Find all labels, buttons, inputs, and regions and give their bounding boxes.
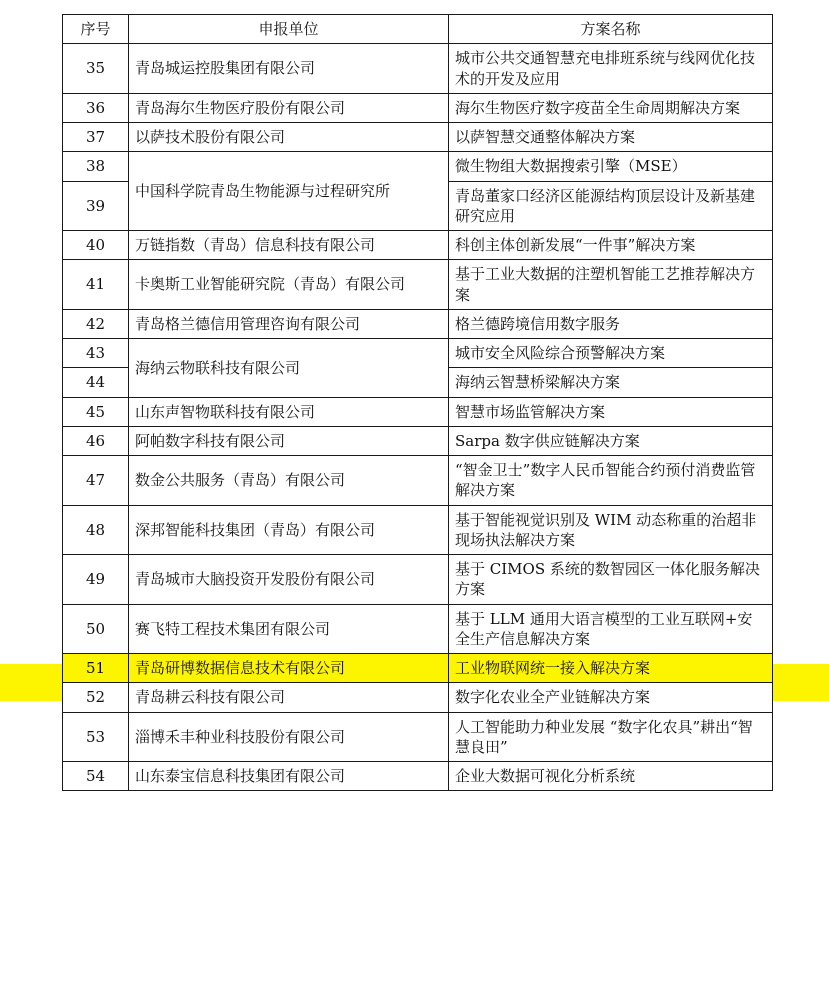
table-row [63, 654, 773, 683]
row-plan-name: 企业大数据可视化分析系统 [449, 762, 773, 791]
document-page [0, 14, 829, 999]
table-row [63, 339, 773, 368]
row-plan-name: 海纳云智慧桥梁解决方案 [449, 368, 773, 397]
row-plan-name: 青岛董家口经济区能源结构顶层设计及新基建研究应用 [449, 181, 773, 231]
row-plan-name: 科创主体创新发展“一件事”解决方案 [449, 231, 773, 260]
row-organization: 万链指数（青岛）信息科技有限公司 [129, 231, 449, 260]
row-index: 39 [63, 181, 129, 231]
row-plan-name: 智慧市场监管解决方案 [449, 397, 773, 426]
row-organization: 青岛海尔生物医疗股份有限公司 [129, 93, 449, 122]
row-organization: 数金公共服务（青岛）有限公司 [129, 456, 449, 506]
row-index: 45 [63, 397, 129, 426]
table-header-row [63, 15, 773, 44]
column-header-plan: 方案名称 [449, 15, 773, 44]
table-row [63, 604, 773, 654]
row-index: 35 [63, 44, 129, 94]
table-row [63, 93, 773, 122]
row-plan-name: “智金卫士”数字人民币智能合约预付消费监管解决方案 [449, 456, 773, 506]
column-header-org: 申报单位 [129, 15, 449, 44]
row-index: 43 [63, 339, 129, 368]
column-header-index: 序号 [63, 15, 129, 44]
table-row [63, 309, 773, 338]
row-index: 46 [63, 426, 129, 455]
table-row [63, 683, 773, 712]
row-organization: 以萨技术股份有限公司 [129, 123, 449, 152]
row-index: 52 [63, 683, 129, 712]
row-organization: 阿帕数字科技有限公司 [129, 426, 449, 455]
table-row [63, 44, 773, 94]
row-organization: 深邦智能科技集团（青岛）有限公司 [129, 505, 449, 555]
row-organization: 卡奥斯工业智能研究院（青岛）有限公司 [129, 260, 449, 310]
row-organization: 青岛格兰德信用管理咨询有限公司 [129, 309, 449, 338]
row-index: 53 [63, 712, 129, 762]
row-organization: 山东泰宝信息科技集团有限公司 [129, 762, 449, 791]
declaration-table [62, 14, 773, 791]
row-index: 44 [63, 368, 129, 397]
table-row [63, 152, 773, 181]
row-index: 49 [63, 555, 129, 605]
row-plan-name: 格兰德跨境信用数字服务 [449, 309, 773, 338]
row-index: 36 [63, 93, 129, 122]
row-plan-name: 工业物联网统一接入解决方案 [449, 654, 773, 683]
row-index: 37 [63, 123, 129, 152]
table-row [63, 712, 773, 762]
table-row [63, 555, 773, 605]
table-row [63, 231, 773, 260]
row-organization: 淄博禾丰种业科技股份有限公司 [129, 712, 449, 762]
row-index: 51 [63, 654, 129, 683]
row-index: 47 [63, 456, 129, 506]
row-plan-name: 基于智能视觉识别及 WIM 动态称重的治超非现场执法解决方案 [449, 505, 773, 555]
row-index: 40 [63, 231, 129, 260]
row-plan-name: 基于 CIMOS 系统的数智园区一体化服务解决方案 [449, 555, 773, 605]
row-index: 50 [63, 604, 129, 654]
table-body [63, 44, 773, 791]
table-row [63, 505, 773, 555]
row-plan-name: 城市公共交通智慧充电排班系统与线网优化技术的开发及应用 [449, 44, 773, 94]
row-plan-name: 城市安全风险综合预警解决方案 [449, 339, 773, 368]
row-organization: 青岛研博数据信息技术有限公司 [129, 654, 449, 683]
row-plan-name: 海尔生物医疗数字疫苗全生命周期解决方案 [449, 93, 773, 122]
row-organization: 青岛城市大脑投资开发股份有限公司 [129, 555, 449, 605]
table-row [63, 762, 773, 791]
row-index: 54 [63, 762, 129, 791]
row-organization: 青岛城运控股集团有限公司 [129, 44, 449, 94]
row-plan-name: 人工智能助力种业发展 “数字化农具”耕出“智慧良田” [449, 712, 773, 762]
table-row [63, 456, 773, 506]
table-header [63, 15, 773, 44]
row-plan-name: 基于 LLM 通用大语言模型的工业互联网+安全生产信息解决方案 [449, 604, 773, 654]
row-organization: 山东声智物联科技有限公司 [129, 397, 449, 426]
row-plan-name: Sarpa 数字供应链解决方案 [449, 426, 773, 455]
row-organization: 中国科学院青岛生物能源与过程研究所 [129, 152, 449, 231]
table-row [63, 260, 773, 310]
table-row [63, 426, 773, 455]
table-row [63, 123, 773, 152]
row-plan-name: 基于工业大数据的注塑机智能工艺推荐解决方案 [449, 260, 773, 310]
row-plan-name: 以萨智慧交通整体解决方案 [449, 123, 773, 152]
row-plan-name: 数字化农业全产业链解决方案 [449, 683, 773, 712]
row-index: 38 [63, 152, 129, 181]
row-index: 41 [63, 260, 129, 310]
row-organization: 赛飞特工程技术集团有限公司 [129, 604, 449, 654]
row-plan-name: 微生物组大数据搜索引擎（MSE） [449, 152, 773, 181]
row-organization: 青岛耕云科技有限公司 [129, 683, 449, 712]
row-index: 42 [63, 309, 129, 338]
row-organization: 海纳云物联科技有限公司 [129, 339, 449, 398]
table-row [63, 397, 773, 426]
row-index: 48 [63, 505, 129, 555]
